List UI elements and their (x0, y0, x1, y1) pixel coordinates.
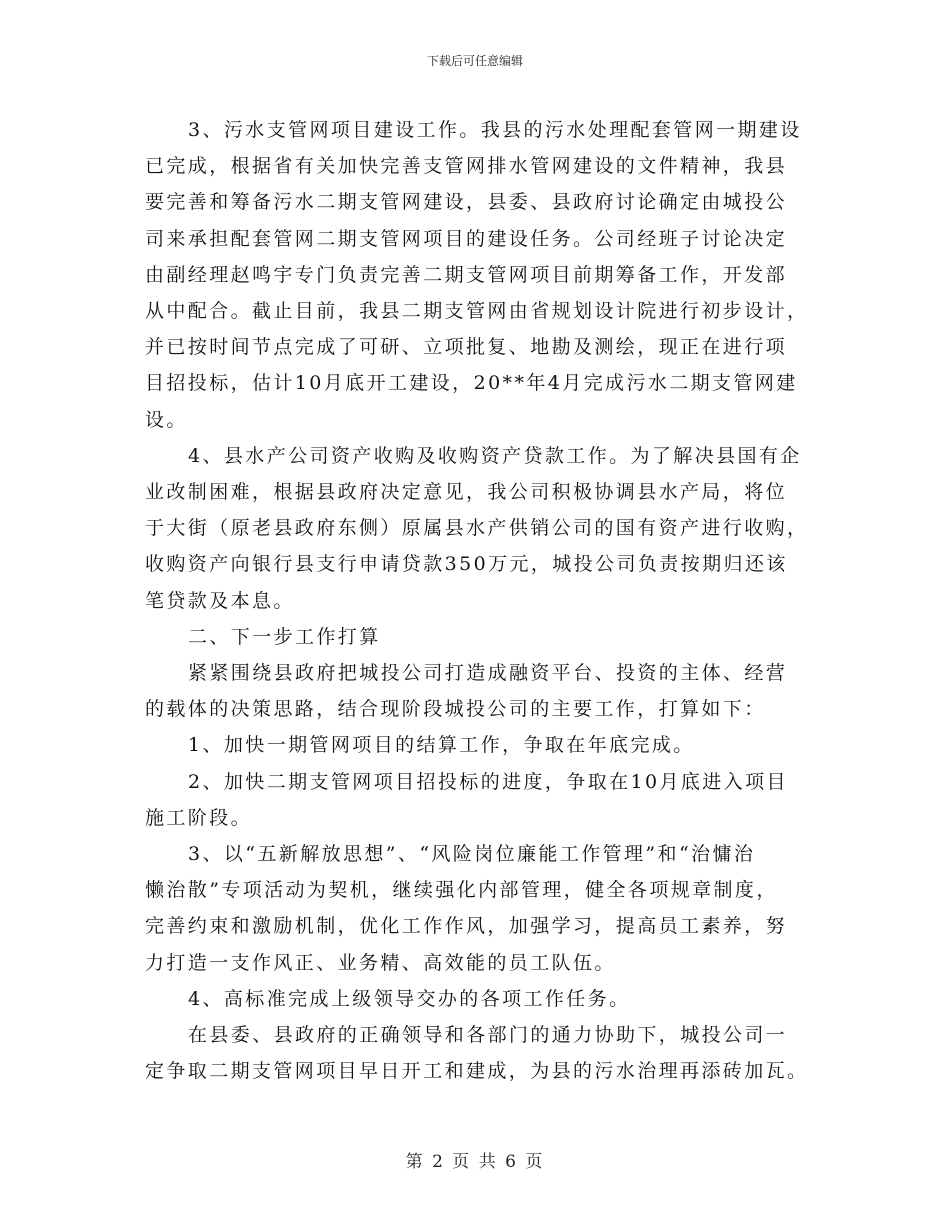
page-number-footer: 第 2 页 共 6 页 (405, 1152, 545, 1172)
text-line: 在县委、县政府的正确领导和各部门的通力协助下，城投公司一 (188, 1024, 788, 1047)
text-line: 力打造一支作风正、业务精、高效能的员工队伍。 (145, 951, 616, 974)
text-line: 从中配合。截止目前，我县二期支管网由省规划设计院进行初步设计， (145, 300, 809, 323)
text-line: 业改制困难，根据县政府决定意见，我公司积极协调县水产局，将位 (145, 481, 788, 504)
paragraph-plan-4 (145, 981, 813, 1017)
text-line: 并已按时间节点完成了可研、立项批复、地勘及测绘，现正在进行项 (145, 336, 788, 359)
paragraph-plan-3 (145, 836, 813, 981)
page-header: 下载后可任意编辑 (426, 54, 523, 68)
text-line: 完善约束和激励机制，优化工作作风，加强学习，提高员工素养，努 (145, 915, 788, 938)
text-line: 的载体的决策思路，结合现阶段城投公司的主要工作，打算如下： (145, 698, 766, 721)
text-line: 1、加快一期管网项目的结算工作，争取在年底完成。 (188, 734, 695, 757)
text-line: 二、下一步工作打算 (188, 625, 381, 648)
text-line: 4、高标准完成上级领导交办的各项工作任务。 (188, 987, 631, 1010)
text-line: 由副经理赵鸣宇专门负责完善二期支管网项目前期筹备工作，开发部 (145, 263, 788, 286)
paragraph-conclusion (145, 1017, 813, 1089)
text-line: 4、县水产公司资产收购及收购资产贷款工作。为了解决县国有企 (188, 444, 802, 467)
section-heading-next-steps (145, 619, 813, 655)
text-line: 2、加快二期支管网项目招投标的进度，争取在10月底进入项目 (188, 770, 788, 793)
text-line: 定争取二期支管网项目早日开工和建成，为县的污水治理再添砖加瓦。 (145, 1060, 809, 1083)
text-line: 司来承担配套管网二期支管网项目的建设任务。公司经班子讨论决定 (145, 227, 788, 250)
text-line: 3、以“五新解放思想”、“风险岗位廉能工作管理”和“治慵治 (188, 843, 756, 866)
paragraph-sewer-network (145, 112, 813, 438)
text-line: 要完善和筹备污水二期支管网建设，县委、县政府讨论确定由城投公 (145, 191, 788, 214)
text-line: 3、污水支管网项目建设工作。我县的污水处理配套管网一期建设 (188, 119, 802, 141)
text-line: 已完成，根据省有关加快完善支管网排水管网建设的文件精神，我县 (145, 155, 788, 178)
text-line: 施工阶段。 (145, 806, 253, 829)
text-line: 收购资产向银行县支行申请贷款350万元，城投公司负责按期归还该 (145, 553, 788, 576)
paragraph-intro-plans (145, 655, 813, 727)
paragraph-asset-acquisition (145, 438, 813, 619)
text-line: 目招投标，估计10月底开工建设，20**年4月完成污水二期支管网建 (145, 372, 798, 395)
document-body (145, 112, 813, 1089)
text-line: 于大街（原老县政府东侧）原属县水产供销公司的国有资产进行收购， (145, 517, 809, 540)
text-line: 紧紧围绕县政府把城投公司打造成融资平台、投资的主体、经营 (188, 662, 788, 685)
paragraph-plan-2 (145, 764, 813, 836)
paragraph-plan-1 (145, 727, 813, 763)
text-line: 笔贷款及本息。 (145, 589, 295, 612)
text-line: 懒治散”专项活动为契机，继续强化内部管理，健全各项规章制度， (145, 879, 778, 902)
text-line: 设。 (145, 408, 188, 431)
